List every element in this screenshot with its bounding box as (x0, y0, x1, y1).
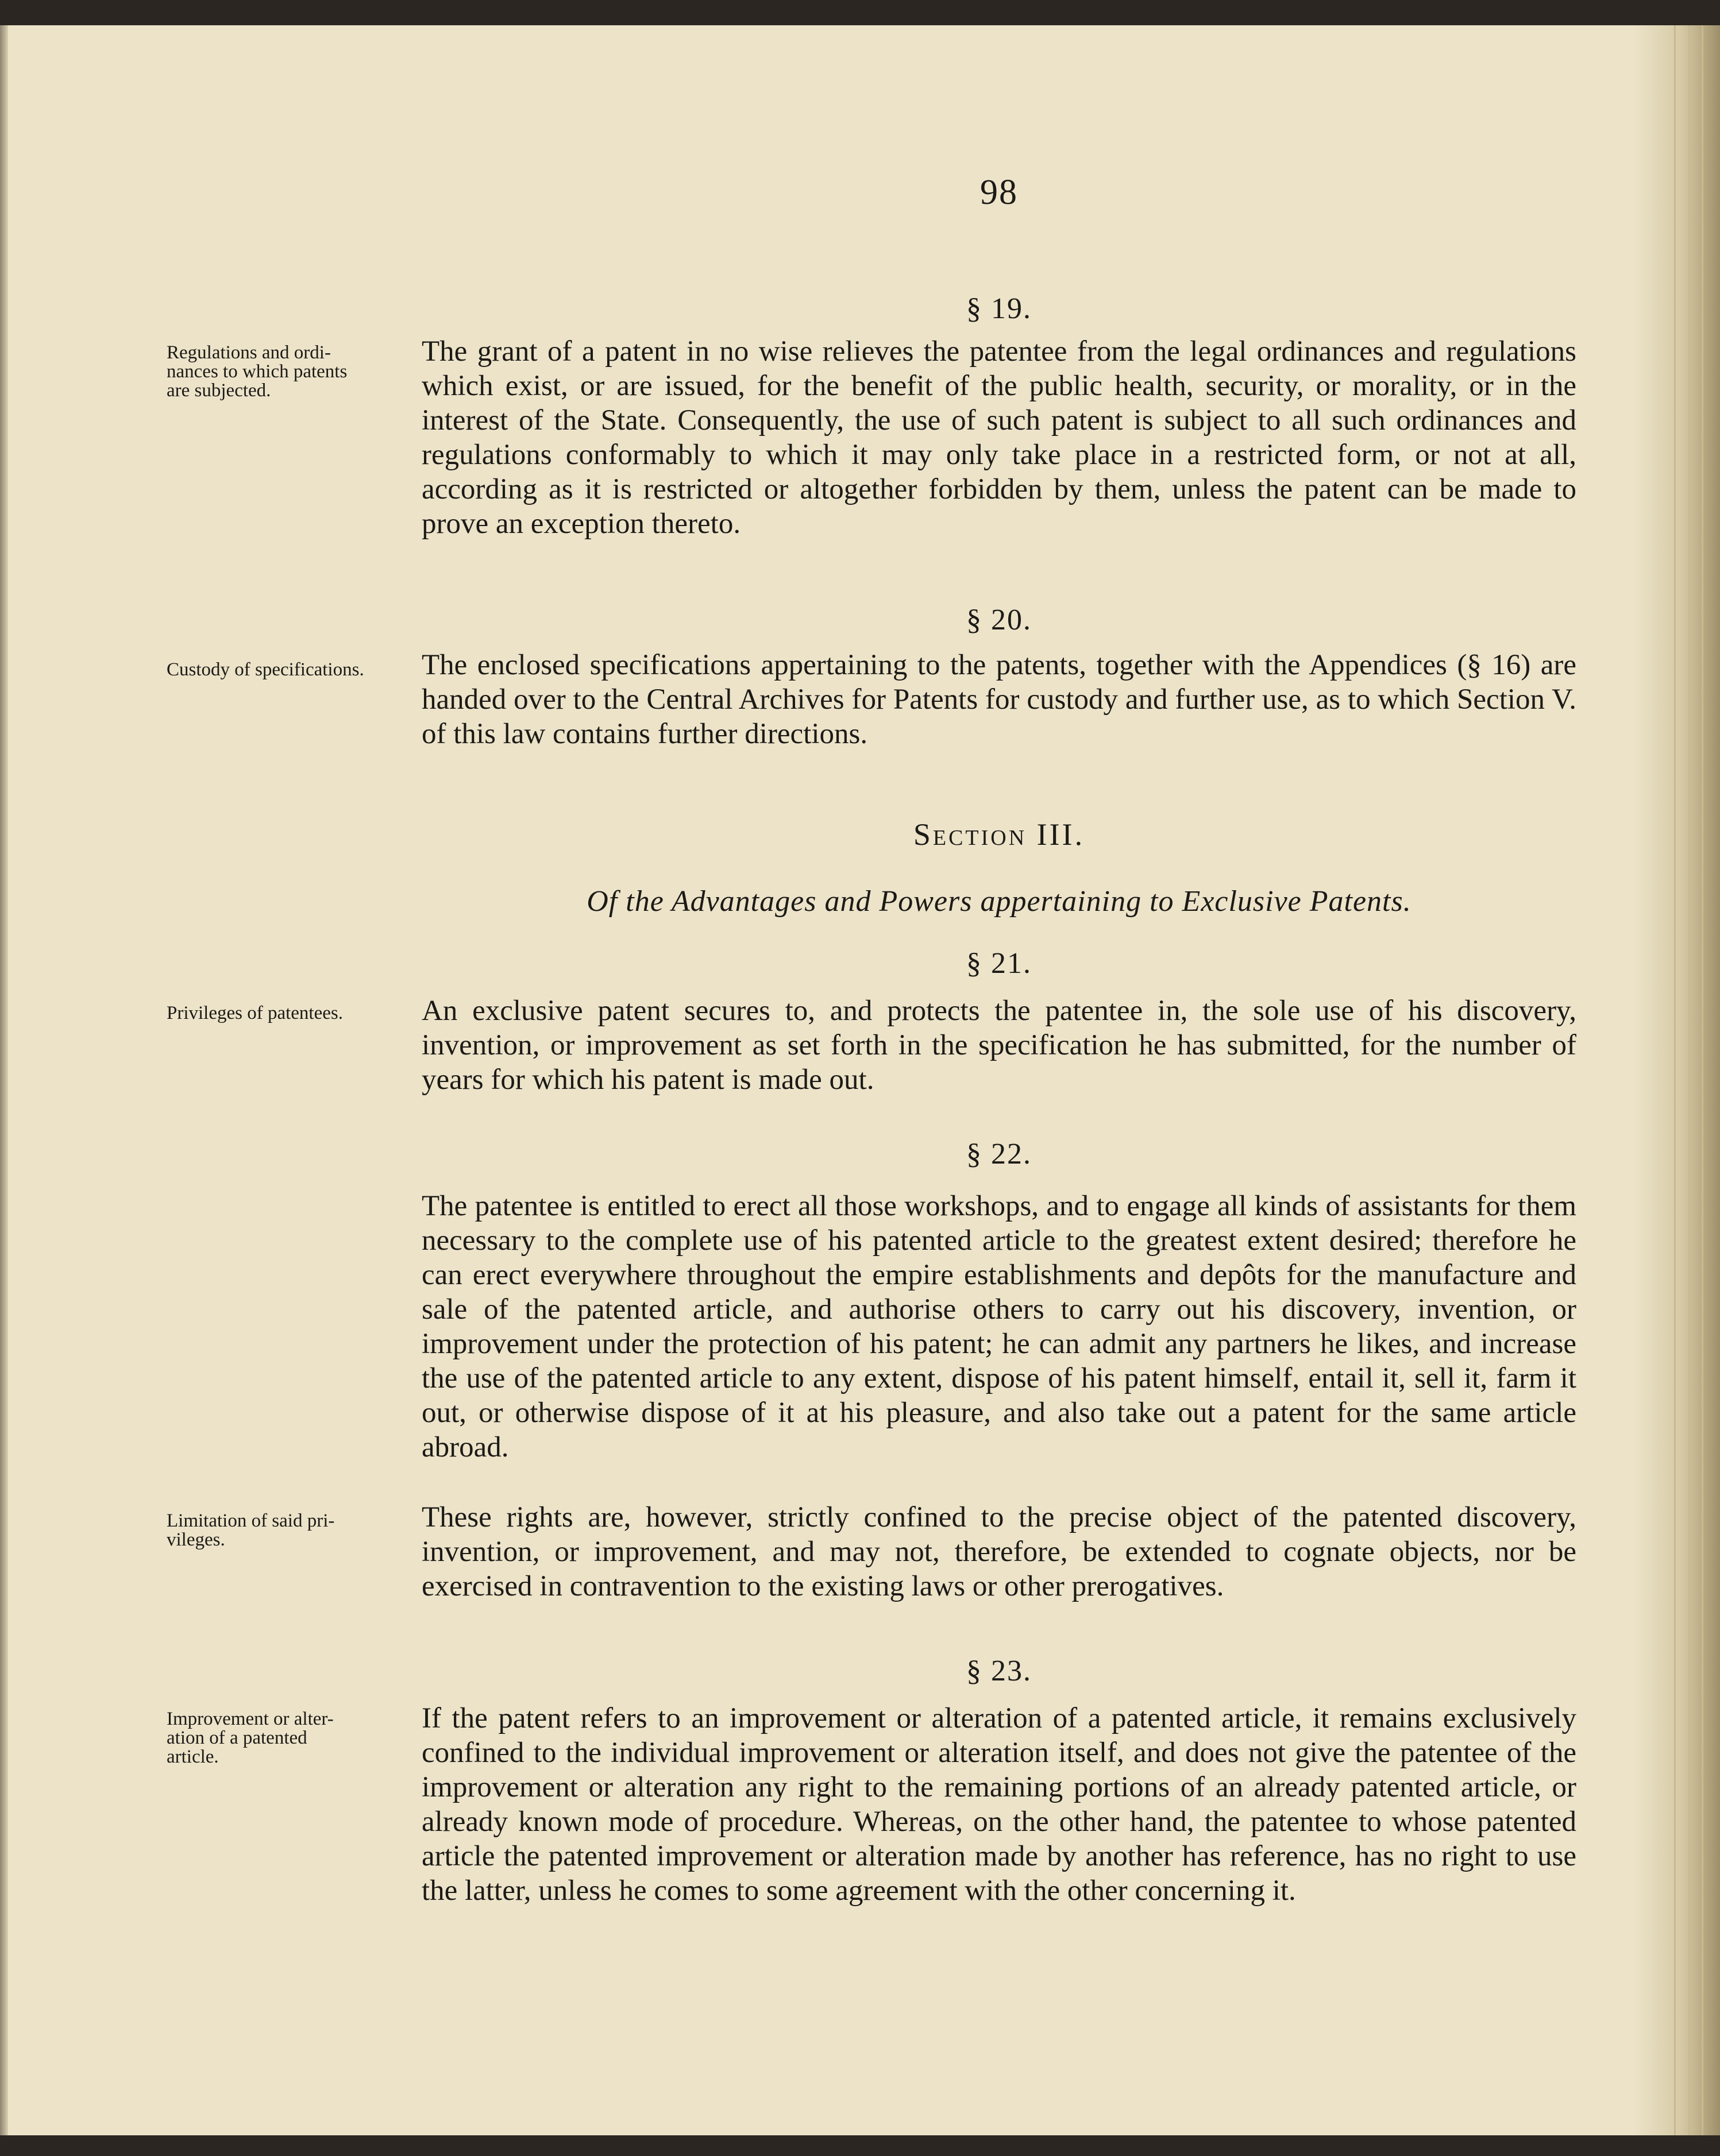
paragraph-20: The enclosed specifications appertaining to the patents, together with the Appendices (§ 16) are handed over to the Central Archives for Patents for custody and further use, as to which Section V. of this law contains further directions. (422, 649, 1576, 750)
section-mark-22: § 22. (966, 1138, 1032, 1170)
main-text (422, 0, 1576, 2156)
section-mark-19: § 19. (966, 292, 1032, 325)
section-heading: Section III. (913, 817, 1085, 852)
margin-note-privileges: Privileges of patentees. (167, 1003, 343, 1023)
section-title: Of the Advantages and Powers appertaining to Exclusive Patents. (587, 885, 1412, 918)
margin-note-limitation: Limitation of said pri- vileges. (167, 1510, 335, 1550)
page-fore-edge (1634, 25, 1720, 2135)
paragraph-22b: These rights are, however, strictly confined to the precise object of the patented discovery, invention, or improvement, and may not, therefore, be extended to cognate objects, nor be exercised in contravention to the existing laws or other prerogatives. (422, 1501, 1576, 1602)
paragraph-23: If the patent refers to an improvement or alteration of a patented article, it remains exclusively confined to the individual improvement or alteration itself, and does not give the patentee of the improvement or alteration any right to the remaining portions of an already patented article, or already known mode of procedure. Whereas, on the other hand, the patentee to whose patented article the patented improvement or alteration made by another has reference, has no right to use the latter, unless he comes to some agreement with the other concerning it. (422, 1702, 1576, 1907)
page-number: 98 (980, 173, 1018, 212)
page-gutter-shadow (0, 25, 8, 2135)
section-mark-21: § 21. (966, 947, 1032, 980)
paragraph-19: The grant of a patent in no wise relieves the patentee from the legal ordinances and regulations which exist, or are issued, for the benefit of the public health, security, or morality, or in the interest of the State. Consequently, the use of such patent is subject to all such ordinances and regulations conformably to which it may only take place in a restricted form, or not at all, according as it is restricted or altogether forbidden by them, unless the patent can be made to prove an exception thereto. (422, 335, 1576, 540)
margin-note-custody: Custody of specifications. (167, 659, 364, 680)
margin-note-regulations: Regulations and ordi- nances to which patents are subjected. (167, 342, 348, 401)
paragraph-22a: The patentee is entitled to erect all those workshops, and to engage all kinds of assistants for them necessary to the complete use of his patented article to the greatest extent desired; therefore he can erect everywhere throughout the empire establishments and depôts for the manufacture and sale of the patented article, and authorise others to carry out his discovery, invention, or improvement under the protection of his patent; he can admit any partners he likes, and increase the use of the patented article to any extent, dispose of his patent himself, entail it, sell it, farm it out, or otherwise dispose of it at his pleasure, and also take out a patent for the same article abroad. (422, 1190, 1576, 1463)
margin-note-improvement: Improvement or alter- ation of a patented article. (167, 1709, 334, 1767)
section-mark-23: § 23. (966, 1655, 1032, 1687)
section-mark-20: § 20. (966, 604, 1032, 636)
paragraph-21: An exclusive patent secures to, and protects the patentee in, the sole use of his discovery, invention, or improvement as set forth in the specification he has submitted, for the number of years for which his patent is made out. (422, 995, 1576, 1096)
